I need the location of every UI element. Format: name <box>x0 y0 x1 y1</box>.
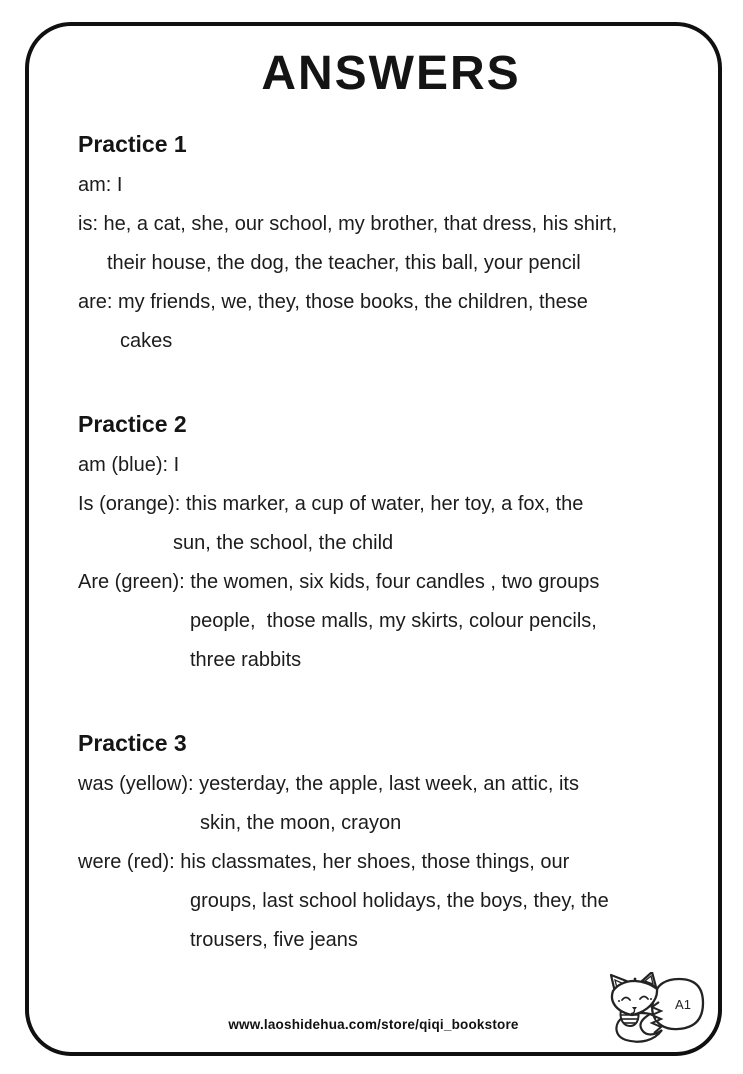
answer-line: are: my friends, we, they, those books, the children, these <box>78 291 588 313</box>
answer-line: were (red): his classmates, her shoes, those things, our <box>78 851 570 873</box>
answer-line-continuation: their house, the dog, the teacher, this ball, your pencil <box>107 252 581 274</box>
worksheet-page <box>25 22 722 1056</box>
eye-dot-left <box>618 1000 620 1002</box>
footer-url: www.laoshidehua.com/store/qiqi_bookstore <box>228 1017 519 1032</box>
page-title: ANSWERS <box>261 47 521 100</box>
section-practice-3 <box>78 730 704 960</box>
page-content <box>29 26 718 960</box>
practice-2-heading: Practice 2 <box>78 411 187 437</box>
answer-line: Are (green): the women, six kids, four candles , two groups <box>78 571 600 593</box>
answer-line-continuation: people, those malls, my skirts, colour pencils, <box>190 610 597 632</box>
answer-line-continuation: three rabbits <box>190 649 302 671</box>
answer-line-continuation: sun, the school, the child <box>173 532 394 554</box>
answer-line-continuation: groups, last school holidays, the boys, they, the <box>190 890 609 912</box>
answer-line-continuation: trousers, five jeans <box>190 929 358 951</box>
eye-dot-right <box>650 998 652 1000</box>
answer-line: Is (orange): this marker, a cup of water, her toy, a fox, the <box>78 493 584 515</box>
answer-line: am (blue): I <box>78 454 180 476</box>
fox-logo <box>606 972 708 1046</box>
answer-line: is: he, a cat, she, our school, my brother, that dress, his shirt, <box>78 213 618 235</box>
fox-mascot-icon <box>606 972 708 1046</box>
section-practice-2 <box>78 411 704 680</box>
practice-1-heading: Practice 1 <box>78 131 187 157</box>
section-practice-1 <box>78 131 704 361</box>
answer-line: was (yellow): yesterday, the apple, last week, an attic, its <box>78 773 579 795</box>
level-badge: A1 <box>675 997 691 1012</box>
practice-3-heading: Practice 3 <box>78 730 187 756</box>
answer-line-continuation: cakes <box>120 330 173 352</box>
answer-line-continuation: skin, the moon, crayon <box>200 812 402 834</box>
answer-line: am: I <box>78 174 123 196</box>
head-top-dot <box>634 978 637 981</box>
